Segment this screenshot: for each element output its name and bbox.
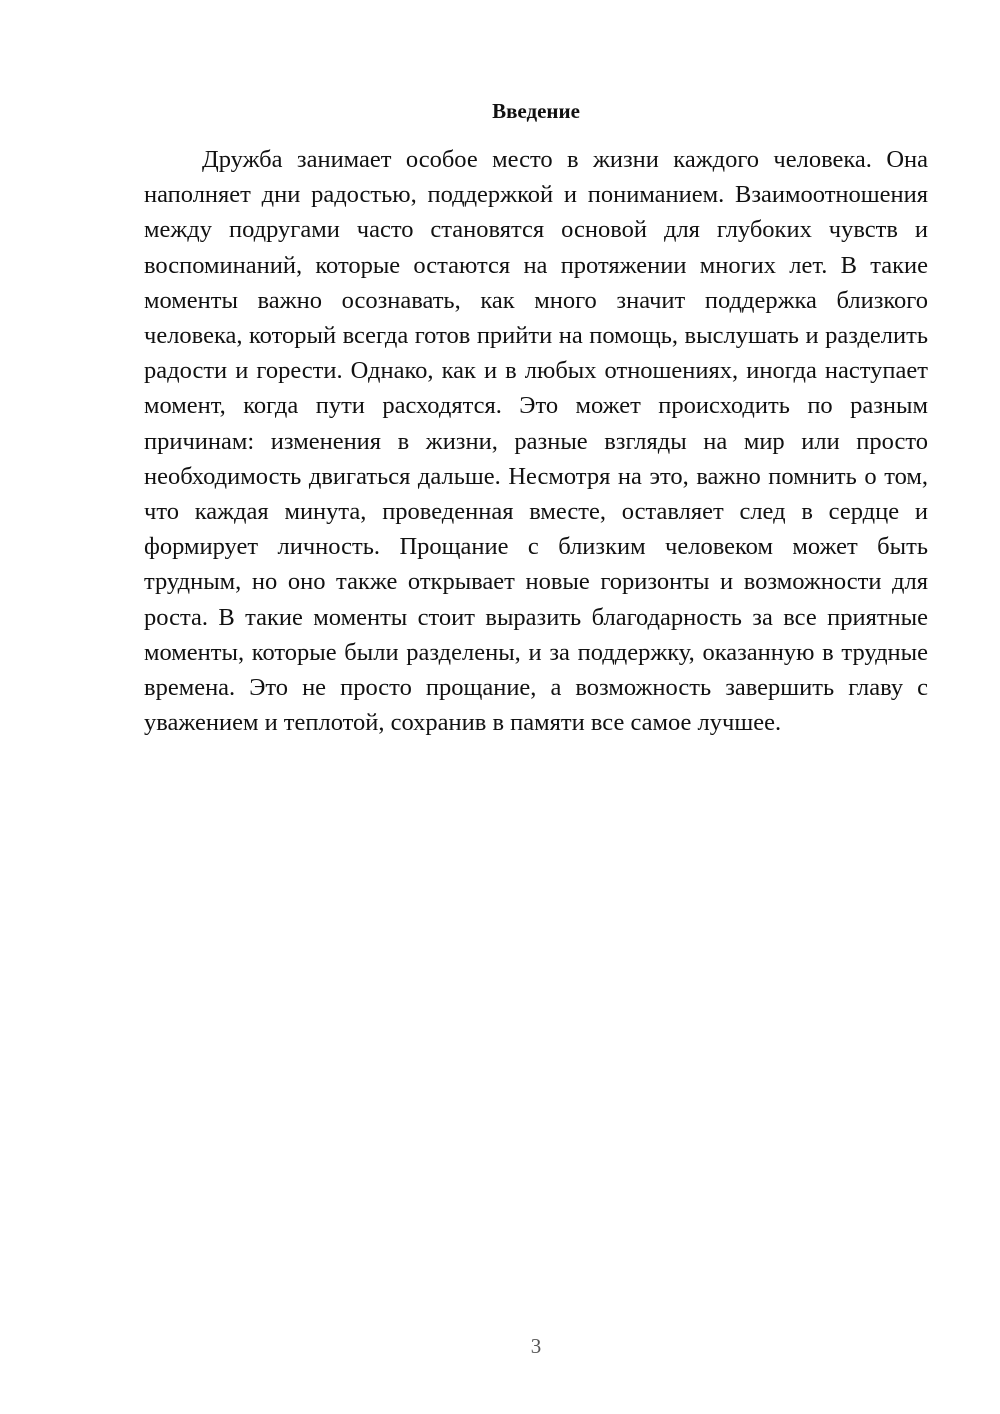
body-paragraph: Дружба занимает особое место в жизни каждого человека. Она наполняет дни радостью, поддержкой и пониманием. Взаимоотношения между подругами часто становятся основой для глубоких чувств и воспоминаний, которые остаются на протяжении многих лет. В такие моменты важно осознавать, как много значит поддержка близкого человека, который всегда готов прийти на помощь, выслушать и разделить радости и горести. Однако, как и в любых отношениях, иногда наступает момент, когда пути расходятся. Это может происходить по разным причинам: изменения в жизни, разные взгляды на мир или просто необходимость двигаться дальше. Несмотря на это, важно помнить о том, что каждая минута, проведенная вместе, оставляет след в сердце и формирует личность. Прощание с близким человеком может быть трудным, но оно также открывает новые горизонты и возможности для роста. В такие моменты стоит выразить благодарность за все приятные моменты, которые были разделены, и за поддержку, оказанную в трудные времена. Это не просто прощание, а возможность завершить главу с уважением и теплотой, сохранив в памяти все самое лучшее. (144, 146, 928, 737)
section-heading: Введение (492, 99, 580, 123)
page-number: 3 (530, 1334, 542, 1358)
